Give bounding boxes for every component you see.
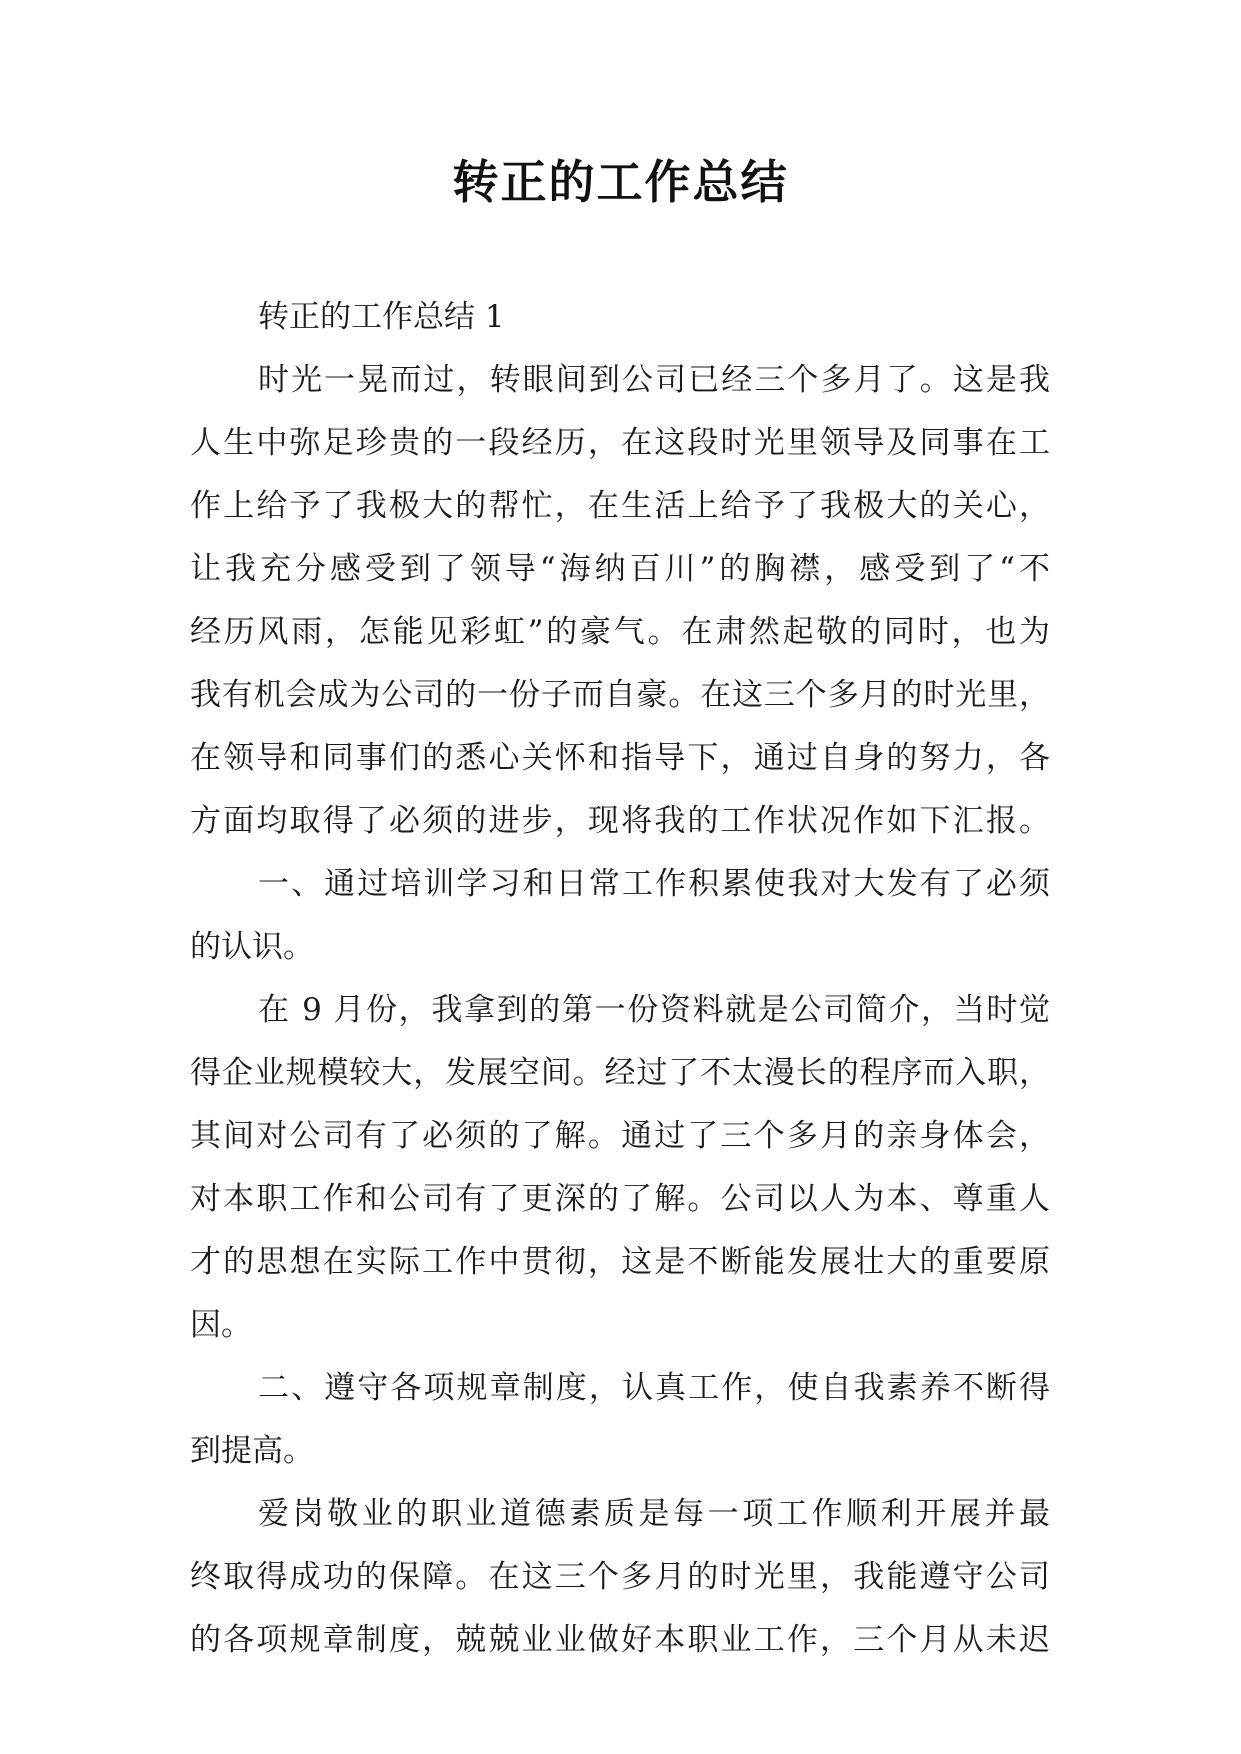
body-line: 对本职工作和公司有了更深的了解。公司以人为本、尊重人: [190, 1181, 1050, 1217]
body-line: 人生中弥足珍贵的一段经历，在这段时光里领导及同事在工: [190, 425, 1050, 461]
body-line: 因。: [190, 1307, 252, 1343]
body-line: 的各项规章制度，兢兢业业做好本职业工作，三个月从未迟: [190, 1622, 1050, 1658]
body-line: 二、遵守各项规章制度，认真工作，使自我素养不断得: [258, 1370, 1050, 1406]
body-line: 时光一晃而过，转眼间到公司已经三个多月了。这是我: [258, 362, 1050, 398]
body-line: 才的思想在实际工作中贯彻，这是不断能发展壮大的重要原: [190, 1244, 1050, 1280]
body-line: 其间对公司有了必须的了解。通过了三个多月的亲身体会，: [190, 1118, 1050, 1154]
body-line: 到提高。: [190, 1433, 314, 1469]
body-line: 经历风雨，怎能见彩虹”的豪气。在肃然起敬的同时，也为: [190, 614, 1050, 650]
body-line: 一、通过培训学习和日常工作积累使我对大发有了必须: [258, 866, 1050, 902]
body-line: 爱岗敬业的职业道德素质是每一项工作顺利开展并最: [258, 1496, 1050, 1532]
body-line: 让我充分感受到了领导“海纳百川”的胸襟，感受到了“不: [190, 551, 1050, 587]
body-line: 转正的工作总结 1: [258, 299, 505, 335]
body-line: 得企业规模较大，发展空间。经过了不太漫长的程序而入职，: [190, 1055, 1050, 1091]
document-body: [190, 286, 1050, 1672]
body-line: 在 9 月份，我拿到的第一份资料就是公司简介，当时觉: [258, 992, 1050, 1028]
body-line: 方面均取得了必须的进步，现将我的工作状况作如下汇报。: [190, 803, 1050, 839]
document-title: 转正的工作总结: [452, 155, 789, 209]
body-line: 在领导和同事们的悉心关怀和指导下，通过自身的努力，各: [190, 740, 1050, 776]
body-line: 作上给予了我极大的帮忙，在生活上给予了我极大的关心，: [190, 488, 1050, 524]
body-line: 我有机会成为公司的一份子而自豪。在这三个多月的时光里，: [190, 677, 1050, 713]
body-line: 终取得成功的保障。在这三个多月的时光里，我能遵守公司: [190, 1559, 1050, 1595]
body-line: 的认识。: [190, 929, 314, 965]
